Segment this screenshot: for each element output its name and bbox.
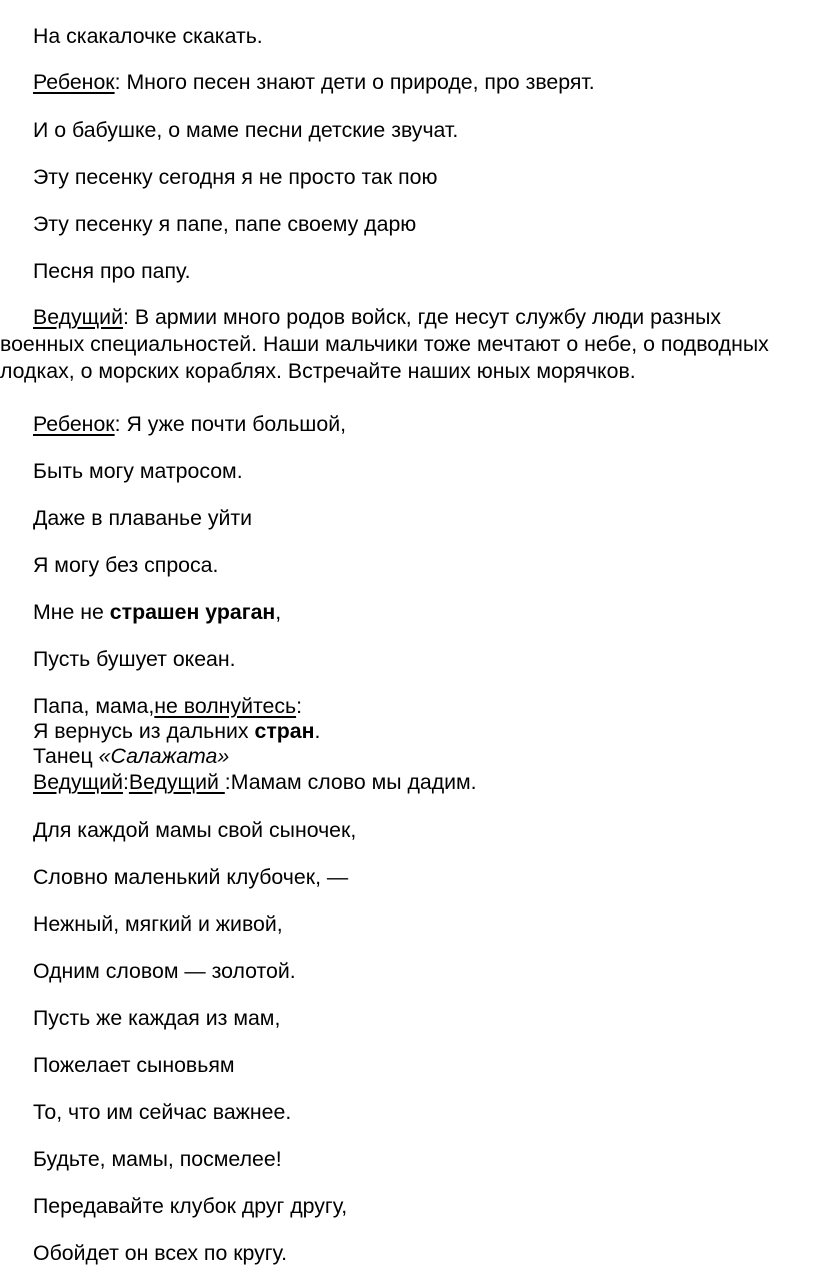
text-line bbox=[33, 1100, 291, 1124]
speaker-label: Ребенок bbox=[33, 412, 115, 436]
text-line bbox=[33, 506, 252, 530]
text: То, что им сейчас важнее. bbox=[33, 1100, 292, 1124]
text-line bbox=[33, 744, 229, 768]
text-line bbox=[33, 259, 191, 283]
text: Обойдет он всех по кругу. bbox=[33, 1241, 287, 1265]
text: :Мамам слово мы дадим. bbox=[224, 770, 477, 794]
text: Танец bbox=[33, 744, 99, 768]
text-line bbox=[33, 959, 296, 983]
text-line bbox=[33, 1241, 287, 1265]
italic-text: «Салажата» bbox=[98, 744, 230, 768]
text: Передавайте клубок друг другу, bbox=[33, 1194, 348, 1218]
speaker-label: Ребенок bbox=[33, 70, 115, 94]
text: Для каждой мамы свой сыночек, bbox=[33, 818, 357, 842]
text-line bbox=[33, 1194, 347, 1218]
text: Нежный, мягкий и живой, bbox=[33, 912, 283, 936]
text: : bbox=[122, 770, 129, 794]
text-line bbox=[33, 1053, 235, 1077]
text: Пожелает сыновьям bbox=[33, 1053, 235, 1077]
bold-text: страшен ураган bbox=[109, 600, 276, 624]
speaker-line bbox=[33, 770, 477, 794]
text-line bbox=[33, 118, 458, 142]
text: Словно маленький клубочек, — bbox=[33, 865, 349, 889]
speaker-label: Ведущий bbox=[33, 305, 123, 329]
text: Будьте, мамы, посмелее! bbox=[33, 1147, 282, 1171]
text: : bbox=[296, 694, 302, 718]
text-line bbox=[33, 553, 218, 577]
text: Я вернусь из дальних bbox=[33, 719, 255, 743]
text: . bbox=[314, 719, 321, 743]
text: , bbox=[275, 600, 282, 624]
speaker-label: Ведущий bbox=[128, 770, 225, 794]
speaker-line bbox=[33, 412, 346, 436]
text: Папа, мама, bbox=[33, 694, 155, 718]
text: : В армии много родов войск, где несут службу люди разных военных специальностей. Наши мальчики тоже мечтают о небе, о подводных лодках, о морских кораблях. Встречайте наших юных морячков. bbox=[0, 305, 769, 383]
speaker-paragraph bbox=[0, 304, 800, 385]
text: Даже в плаванье уйти bbox=[33, 506, 253, 530]
text-line bbox=[33, 818, 356, 842]
text-line bbox=[33, 719, 320, 743]
text: Эту песенку я папе, папе своему дарю bbox=[33, 212, 417, 236]
text: Быть могу матросом. bbox=[33, 459, 243, 483]
text: Пусть бушует океан. bbox=[33, 647, 236, 671]
text: Мне не bbox=[33, 600, 110, 624]
text: Я могу без спроса. bbox=[33, 553, 219, 577]
text-line bbox=[33, 1147, 282, 1171]
text: Одним словом — золотой. bbox=[33, 959, 296, 983]
text: : Много песен знают дети о природе, про зверят. bbox=[114, 70, 595, 94]
text-line bbox=[33, 647, 236, 671]
text-line bbox=[33, 24, 263, 48]
text-line bbox=[33, 459, 243, 483]
text-line bbox=[33, 165, 438, 189]
text: На скакалочке скакать. bbox=[33, 24, 263, 48]
text-line bbox=[33, 212, 416, 236]
text-line bbox=[33, 694, 302, 718]
text: И о бабушке, о маме песни детские звучат. bbox=[33, 118, 459, 142]
text-line bbox=[33, 600, 281, 624]
speaker-label: Ведущий bbox=[33, 770, 123, 794]
text: Эту песенку сегодня я не просто так пою bbox=[33, 165, 438, 189]
text-line bbox=[33, 865, 348, 889]
speaker-line bbox=[33, 70, 595, 94]
bold-text: стран bbox=[254, 719, 315, 743]
text-line bbox=[33, 1006, 280, 1030]
text: Песня про папу. bbox=[33, 259, 191, 283]
text: : Я уже почти большой, bbox=[114, 412, 347, 436]
text-line bbox=[33, 912, 283, 936]
text: Пусть же каждая из мам, bbox=[33, 1006, 281, 1030]
underlined-text: не волнуйтесь bbox=[154, 694, 297, 718]
